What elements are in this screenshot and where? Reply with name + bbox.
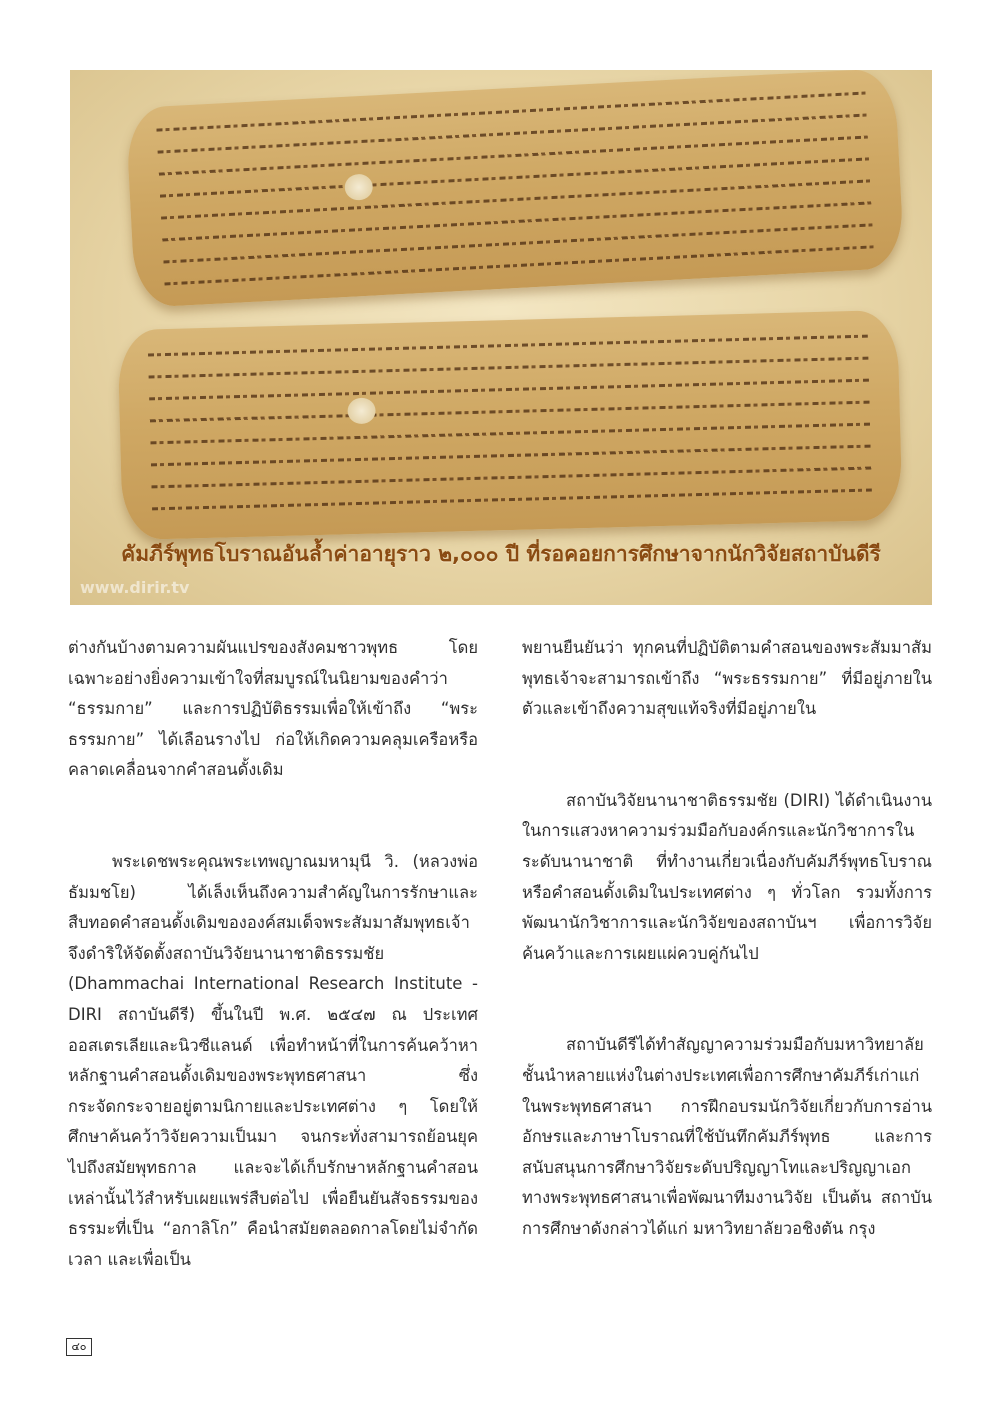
palm-leaf-manuscript-bottom [117, 310, 902, 540]
palm-leaf-manuscript-top [125, 70, 904, 308]
paragraph: พยานยืนยันว่า ทุกคนที่ปฏิบัติตามคำสอนของพระสัมมาสัมพุทธเจ้าจะสามารถเข้าถึง “พระธรรมกาย” ที่มีอยู่ภายในตัวและเข้าถึงความสุขแท้จริงที่มีอยู่ภายใน [522, 638, 932, 719]
paragraph: ต่างกันบ้างตามความผันแปรของสังคมชาวพุทธ โดยเฉพาะอย่างยิ่งความเข้าใจที่สมบูรณ์ในนิยามของคำว่า “ธรรมกาย” และการปฏิบัติธรรมเพื่อให้เข้าถึง “พระธรรมกาย” ได้เลือนรางไป ก่อให้เกิดความคลุมเครือหรือคลาดเคลื่อนจากคำสอนดั้งเดิม [68, 638, 478, 780]
manuscript-photo [70, 70, 932, 605]
watermark: www.dirir.tv [80, 578, 190, 597]
paragraph: พระเดชพระคุณพระเทพญาณมหามุนี วิ. (หลวงพ่อธัมมชโย) ได้เล็งเห็นถึงความสำคัญในการรักษาและสืบทอดคำสอนดั้งเดิมขององค์สมเด็จพระสัมมาสัมพุทธเจ้า จึงดำริให้จัดตั้งสถาบันวิจัยนานาชาติธรรมชัย (Dhammachai International Research Institute - DIRI สถาบันดีรี) ขึ้นในปี พ.ศ. ๒๕๔๗ ณ ประเทศออสเตรเลียและนิวซีแลนด์ เพื่อทำหน้าที่ในการค้นคว้าหาหลักฐานคำสอนดั้งเดิมของพระพุทธศาสนา ซึ่งกระจัดกระจายอยู่ตามนิกายและประเทศต่าง ๆ โดยให้ศึกษาค้นคว้าวิจัยความเป็นมา จนกระทั่งสามารถย้อนยุคไปถึงสมัยพุทธกาล และจะได้เก็บรักษาหลักฐานคำสอนเหล่านั้นไว้สำหรับเผยแพร่สืบต่อไป เพื่อยืนยันสัจธรรมของธรรมะที่เป็น “อกาลิโก” คือนำสมัยตลอดกาลโดยไม่จำกัดเวลา และเพื่อเป็น [68, 851, 478, 1269]
right-column [522, 633, 932, 1306]
left-column [68, 633, 478, 1336]
paragraph: สถาบันดีรีได้ทำสัญญาความร่วมมือกับมหาวิทยาลัยชั้นนำหลายแห่งในต่างประเทศเพื่อการศึกษาคัมภีร์เก่าแก่ในพระพุทธศาสนา การฝึกอบรมนักวิจัยเกี่ยวกับการอ่านอักษรและภาษาโบราณที่ใช้บันทึกคัมภีร์พุทธ และการสนับสนุนการศึกษาวิจัยระดับปริญญาโทและปริญญาเอกทางพระพุทธศาสนาเพื่อพัฒนาทีมงานวิจัย เป็นต้น สถาบันการศึกษาดังกล่าวได้แก่ มหาวิทยาลัยวอชิงตัน กรุง [522, 1035, 932, 1238]
photo-caption: คัมภีร์พุทธโบราณอันล้ำค่าอายุราว ๒,๐๐๐ ปี ที่รอคอยการศึกษาจากนักวิจัยสถาบันดีรี [121, 542, 881, 566]
paragraph: สถาบันวิจัยนานาชาติธรรมชัย (DIRI) ได้ดำเนินงานในการแสวงหาความร่วมมือกับองค์กรและนักวิชาการในระดับนานาชาติ ที่ทำงานเกี่ยวเนื่องกับคัมภีร์พุทธโบราณหรือคำสอนดั้งเดิมในประเทศต่าง ๆ ทั่วโลก รวมทั้งการพัฒนานักวิชาการและนักวิจัยของสถาบันฯ เพื่อการวิจัยค้นคว้าและการเผยแผ่ควบคู่กันไป [522, 790, 932, 963]
page-number: ๔๐ [66, 1338, 92, 1356]
